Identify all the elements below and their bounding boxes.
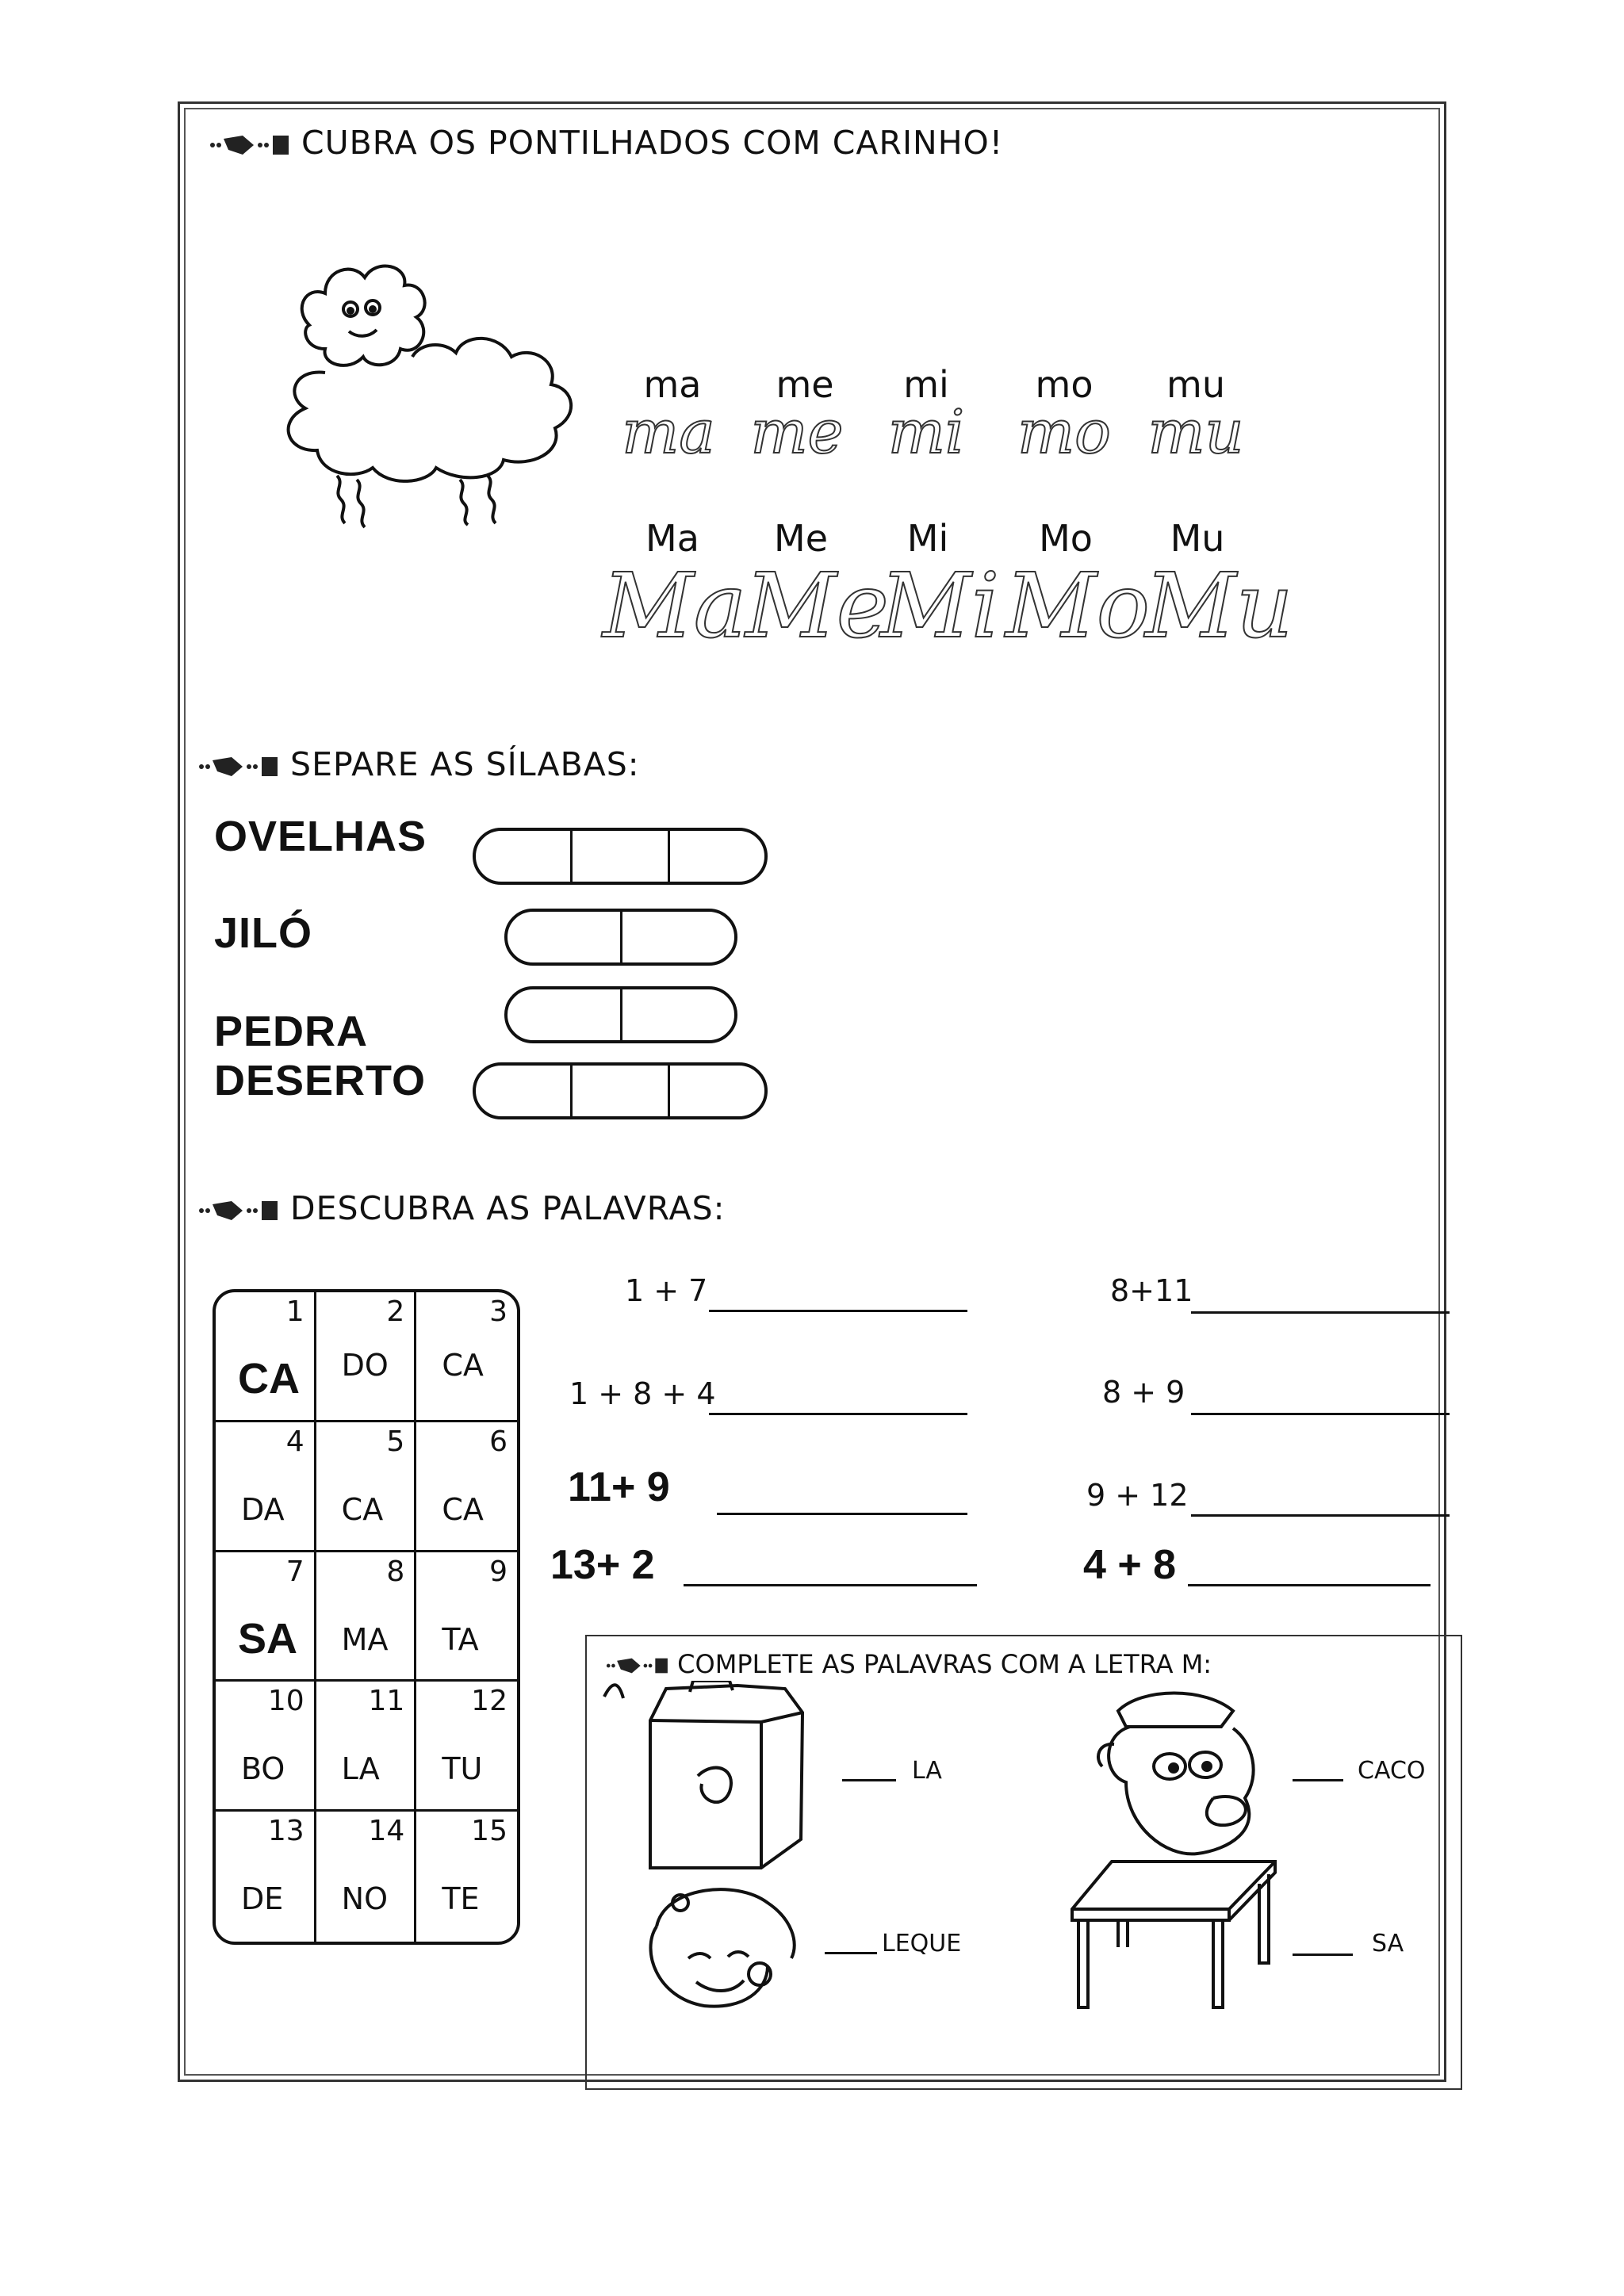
sum-expression: 9 + 12: [1086, 1478, 1189, 1513]
cursive-mu[interactable]: mu: [1147, 396, 1244, 467]
grid-cell-syllable: DA: [241, 1491, 285, 1527]
answer-line[interactable]: [1191, 1514, 1450, 1517]
grid-cell-number: 10: [267, 1685, 304, 1718]
syllable-Mi: Mi: [906, 517, 949, 560]
grid-cell: [416, 1812, 517, 1942]
grid-cell-number: 13: [267, 1815, 304, 1848]
word-ending-sa: SA: [1372, 1930, 1404, 1957]
word-ovelhas: OVELHAS: [214, 813, 427, 860]
grid-cell: [216, 1552, 316, 1682]
grid-cell-syllable: CA: [442, 1491, 484, 1527]
section-1-title-text: CUBRA OS PONTILHADOS COM CARINHO!: [301, 124, 1004, 162]
grid-cell-number: 11: [368, 1685, 405, 1718]
grid-cell: [416, 1292, 517, 1422]
answer-line[interactable]: [717, 1513, 967, 1515]
syllable-mu: mu: [1166, 363, 1225, 406]
grid-cell-number: 5: [386, 1425, 405, 1458]
answer-line[interactable]: [1191, 1413, 1450, 1415]
syllable-mi: mi: [903, 363, 949, 406]
sum-expression: 8+11: [1110, 1273, 1193, 1308]
grid-cell-syllable: SA: [238, 1614, 298, 1663]
syllable-ma: ma: [643, 363, 702, 406]
syllable-me: me: [776, 363, 834, 406]
syllable-number-grid: [213, 1289, 520, 1945]
cursive-ma[interactable]: ma: [622, 396, 715, 467]
answer-line[interactable]: [684, 1584, 977, 1586]
grid-cell-syllable: TA: [442, 1621, 479, 1657]
section-3-title: [197, 1189, 725, 1227]
section-4-title-text: COMPLETE AS PALAVRAS COM A LETRA M:: [677, 1649, 1212, 1679]
sum-expression: 8 + 9: [1102, 1375, 1185, 1410]
grid-cell-syllable: TU: [442, 1751, 483, 1787]
cursive-mi[interactable]: mi: [887, 396, 965, 467]
grid-cell: [416, 1552, 517, 1682]
syllable-mo: mo: [1035, 363, 1094, 406]
section-2-title-text: SEPARE AS SÍLABAS:: [290, 745, 640, 783]
grid-cell-number: 1: [285, 1295, 304, 1328]
section-3-title-text: DESCUBRA AS PALAVRAS:: [290, 1189, 726, 1227]
section-2-title: [197, 745, 640, 783]
cursive-mo[interactable]: mo: [1017, 396, 1111, 467]
section-4-title: [604, 1649, 1212, 1679]
girl-illustration: [641, 1879, 807, 2012]
grid-cell-number: 3: [489, 1295, 508, 1328]
word-deserto: DESERTO: [214, 1057, 427, 1104]
grid-cell-syllable: TE: [442, 1881, 480, 1917]
grid-cell-syllable: DE: [241, 1881, 284, 1917]
grid-cell-number: 9: [489, 1555, 508, 1588]
grid-cell-syllable: DO: [341, 1348, 389, 1383]
cursive-Me[interactable]: Me: [745, 555, 889, 658]
cursive-me[interactable]: me: [750, 396, 844, 467]
sum-expression: 1 + 7: [625, 1273, 708, 1308]
cursive-Mi[interactable]: Mi: [880, 555, 1000, 658]
sum-expression: 4 + 8: [1083, 1542, 1177, 1588]
answer-line[interactable]: [1293, 1779, 1343, 1781]
sheep-illustration: [262, 238, 595, 531]
pencil-bullet-icon: [604, 1655, 669, 1677]
section-1-title: [208, 124, 1003, 162]
answer-line[interactable]: [842, 1779, 896, 1781]
grid-cell-number: 7: [285, 1555, 304, 1588]
grid-cell-number: 15: [471, 1815, 508, 1848]
answer-line[interactable]: [825, 1952, 877, 1954]
grid-cell: [316, 1292, 417, 1422]
grid-cell-number: 4: [285, 1425, 304, 1458]
pencil-bullet-icon: [208, 131, 290, 159]
pencil-bullet-icon: [197, 752, 279, 781]
syllable-boxes-ovelhas[interactable]: [473, 828, 768, 885]
grid-cell: [316, 1552, 417, 1682]
syllable-Me: Me: [774, 517, 828, 560]
word-pedra: PEDRA: [214, 1008, 369, 1055]
word-ending-caco: CACO: [1358, 1757, 1426, 1785]
suitcase-illustration: [603, 1681, 809, 1871]
grid-cell: [316, 1812, 417, 1942]
grid-cell: [416, 1422, 517, 1552]
grid-cell-syllable: BO: [241, 1751, 285, 1787]
word-ending-la: LA: [912, 1757, 942, 1785]
word-jilo: JILÓ: [214, 909, 313, 957]
word-ending-leque: LEQUE: [882, 1930, 962, 1957]
answer-line[interactable]: [1188, 1584, 1431, 1586]
grid-cell-number: 2: [386, 1295, 405, 1328]
grid-cell-syllable: NO: [341, 1881, 388, 1917]
answer-line[interactable]: [1293, 1954, 1353, 1956]
cursive-Mu[interactable]: Mu: [1145, 555, 1293, 658]
grid-cell: [216, 1292, 316, 1422]
grid-cell-syllable: LA: [341, 1751, 380, 1787]
pencil-bullet-icon: [197, 1196, 279, 1225]
grid-cell-number: 6: [489, 1425, 508, 1458]
cursive-Mo[interactable]: Mo: [1005, 555, 1151, 658]
grid-cell: [416, 1682, 517, 1812]
grid-cell-number: 14: [368, 1815, 405, 1848]
syllable-boxes-pedra[interactable]: [504, 986, 737, 1043]
sum-expression: 11+ 9: [568, 1464, 670, 1510]
grid-cell-syllable: CA: [341, 1491, 384, 1527]
syllable-Mu: Mu: [1170, 517, 1225, 560]
monkey-illustration: [1094, 1687, 1269, 1862]
answer-line[interactable]: [709, 1310, 967, 1312]
grid-cell: [216, 1422, 316, 1552]
table-illustration: [1071, 1860, 1277, 2011]
syllable-boxes-deserto[interactable]: [473, 1062, 768, 1119]
answer-line[interactable]: [1191, 1311, 1450, 1314]
cursive-Ma[interactable]: Ma: [603, 555, 747, 658]
syllable-Ma: Ma: [645, 517, 699, 560]
grid-cell-number: 12: [471, 1685, 508, 1718]
grid-cell: [216, 1812, 316, 1942]
answer-line[interactable]: [709, 1413, 967, 1415]
sum-expression: 13+ 2: [550, 1542, 655, 1588]
grid-cell-syllable: MA: [341, 1621, 389, 1657]
grid-cell-number: 8: [386, 1555, 405, 1588]
syllable-boxes-jilo[interactable]: [504, 909, 737, 966]
grid-cell: [216, 1682, 316, 1812]
syllable-Mo: Mo: [1039, 517, 1093, 560]
sum-expression: 1 + 8 + 4: [569, 1376, 716, 1411]
grid-cell: [316, 1422, 417, 1552]
grid-cell-syllable: CA: [442, 1348, 484, 1383]
grid-cell-syllable: CA: [238, 1355, 300, 1402]
grid-cell: [316, 1682, 417, 1812]
